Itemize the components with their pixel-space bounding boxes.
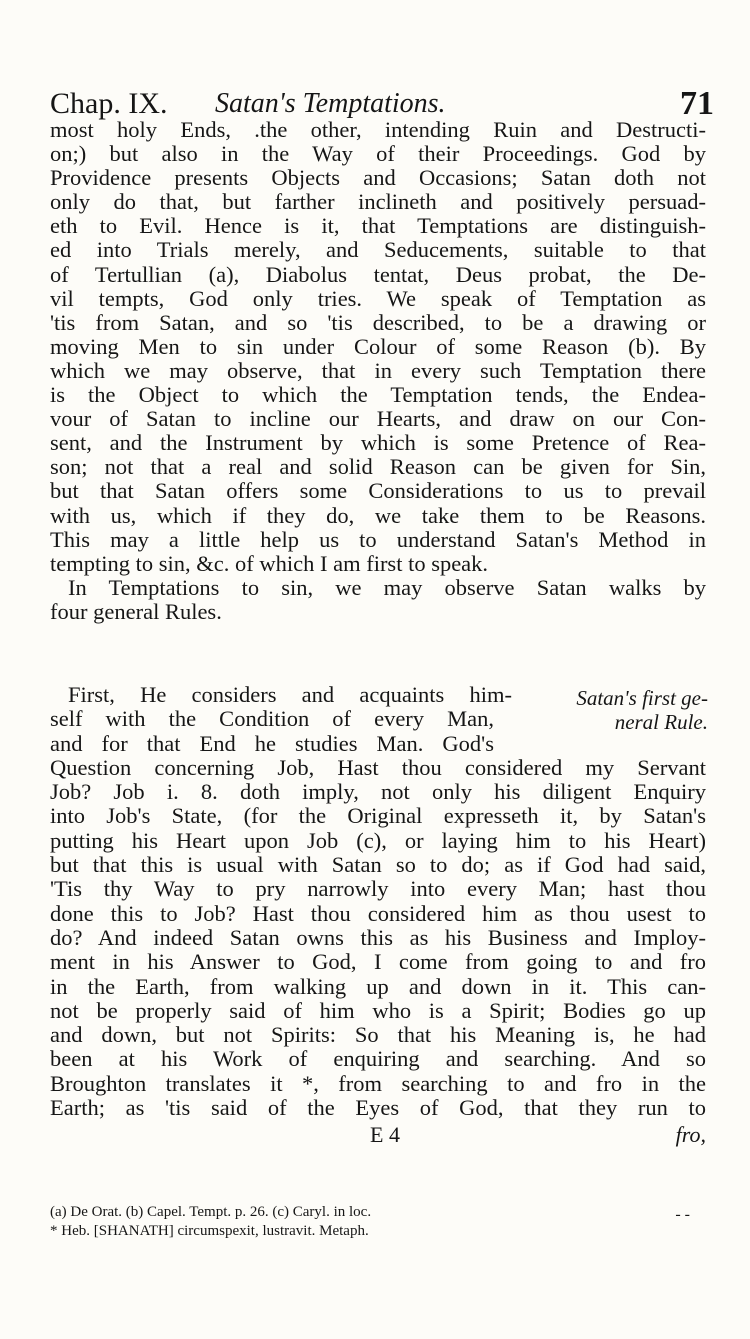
text-line: moving Men to sin under Colour of some Reason (b). By bbox=[50, 333, 706, 359]
text-line: in the Earth, from walking up and down in it. This can- bbox=[50, 973, 706, 999]
text-line: is the Object to which the Temptation tends, the Endea- bbox=[50, 382, 706, 408]
text-line: most holy Ends, .the other, intending Ruin and Destructi- bbox=[50, 117, 706, 142]
footnotes bbox=[50, 1203, 706, 1241]
marginal-line: Satan's first ge- bbox=[576, 686, 708, 710]
text-line: and for that End he studies Man. God's bbox=[50, 730, 494, 756]
text-line: tempting to sin, &c. of which I am first to speak. bbox=[50, 550, 489, 576]
text-line: only do that, but farther inclineth and positively persuad- bbox=[50, 189, 706, 215]
text-line: on;) but also in the Way of their Proceedings. God by bbox=[50, 141, 706, 167]
chapter-label: Chap. IX. bbox=[50, 87, 168, 120]
marginal-note bbox=[514, 686, 708, 734]
body-text bbox=[50, 118, 706, 624]
text-line: Earth; as 'tis said of the Eyes of God, that they run to bbox=[50, 1095, 706, 1121]
text-line: vil tempts, God only tries. We speak of Temptation as bbox=[50, 285, 706, 311]
text-line: Question concerning Job, Hast thou considered my Servant bbox=[50, 754, 706, 780]
text-line: Job? Job i. 8. doth imply, not only his diligent Enquiry bbox=[50, 779, 706, 805]
text-line: with us, which if they do, we take them to be Reasons. bbox=[50, 502, 706, 528]
text-line: four general Rules. bbox=[50, 598, 222, 624]
footnote: * Heb. [SHANATH] circumspexit, lustravit. Metaph. bbox=[50, 1223, 369, 1239]
text-line: 'tis from Satan, and so 'tis described, to be a drawing or bbox=[50, 309, 706, 335]
text-line: vour of Satan to incline our Hearts, and draw on our Con- bbox=[50, 406, 706, 432]
text-line: 'Tis thy Way to pry narrowly into every Man; hast thou bbox=[50, 876, 706, 902]
text-line: self with the Condition of every Man, bbox=[50, 706, 494, 732]
text-line: and down, but not Spirits: So that his Meaning is, he had bbox=[50, 1022, 706, 1048]
text-line: but that this is usual with Satan so to do; as if God had said, bbox=[50, 852, 706, 878]
text-line: done this to Job? Hast thou considered him as thou usest to bbox=[50, 900, 706, 926]
text-line: In Temptations to sin, we may observe Satan walks by bbox=[68, 574, 706, 600]
running-title: Satan's Temptations. bbox=[215, 88, 446, 119]
text-line: sent, and the Instrument by which is some Pretence of Rea- bbox=[50, 430, 706, 456]
text-line: ed into Trials merely, and Seducements, suitable to that bbox=[50, 237, 706, 263]
paragraph-1 bbox=[50, 118, 706, 576]
text-line: which we may observe, that in every such Temptation there bbox=[50, 357, 706, 383]
text-line: been at his Work of enquiring and searching. And so bbox=[50, 1046, 706, 1072]
text-line: eth to Evil. Hence is it, that Temptations are distinguish- bbox=[50, 213, 706, 239]
footnote: (a) De Orat. (b) Capel. Tempt. p. 26. (c) Caryl. in loc. bbox=[50, 1204, 372, 1220]
text-line: Broughton translates it *, from searching to and fro in the bbox=[50, 1070, 706, 1096]
text-line: First, He considers and acquaints him- bbox=[68, 682, 512, 707]
text-line: do? And indeed Satan owns this as his Business and Imploy- bbox=[50, 924, 706, 950]
text-line: into Job's State, (for the Original expresseth it, by Satan's bbox=[50, 803, 706, 829]
text-line: ment in his Answer to God, I come from going to and fro bbox=[50, 949, 706, 975]
text-line: but that Satan offers some Considerations to us to prevail bbox=[50, 478, 706, 504]
signature-row bbox=[50, 1122, 706, 1148]
text-line: son; not that a real and solid Reason can be given for Sin, bbox=[50, 454, 706, 480]
paragraph-2 bbox=[50, 576, 706, 624]
text-line: Providence presents Objects and Occasions; Satan doth not bbox=[50, 165, 706, 191]
footnote-dash: - - bbox=[675, 1206, 690, 1223]
paragraph-3 bbox=[50, 683, 706, 1120]
text-line: of Tertullian (a), Diabolus tentat, Deus probat, the De- bbox=[50, 261, 706, 287]
signature-mark: E 4 bbox=[370, 1122, 400, 1147]
catchword: fro, bbox=[675, 1122, 706, 1147]
text-line: putting his Heart upon Job (c), or laying him to his Heart) bbox=[50, 827, 706, 853]
text-line: not be properly said of him who is a Spirit; Bodies go up bbox=[50, 997, 706, 1023]
text-line: This may a little help us to understand Satan's Method in bbox=[50, 526, 706, 552]
marginal-line: neral Rule. bbox=[614, 710, 708, 734]
page-number: 71 bbox=[680, 85, 714, 122]
